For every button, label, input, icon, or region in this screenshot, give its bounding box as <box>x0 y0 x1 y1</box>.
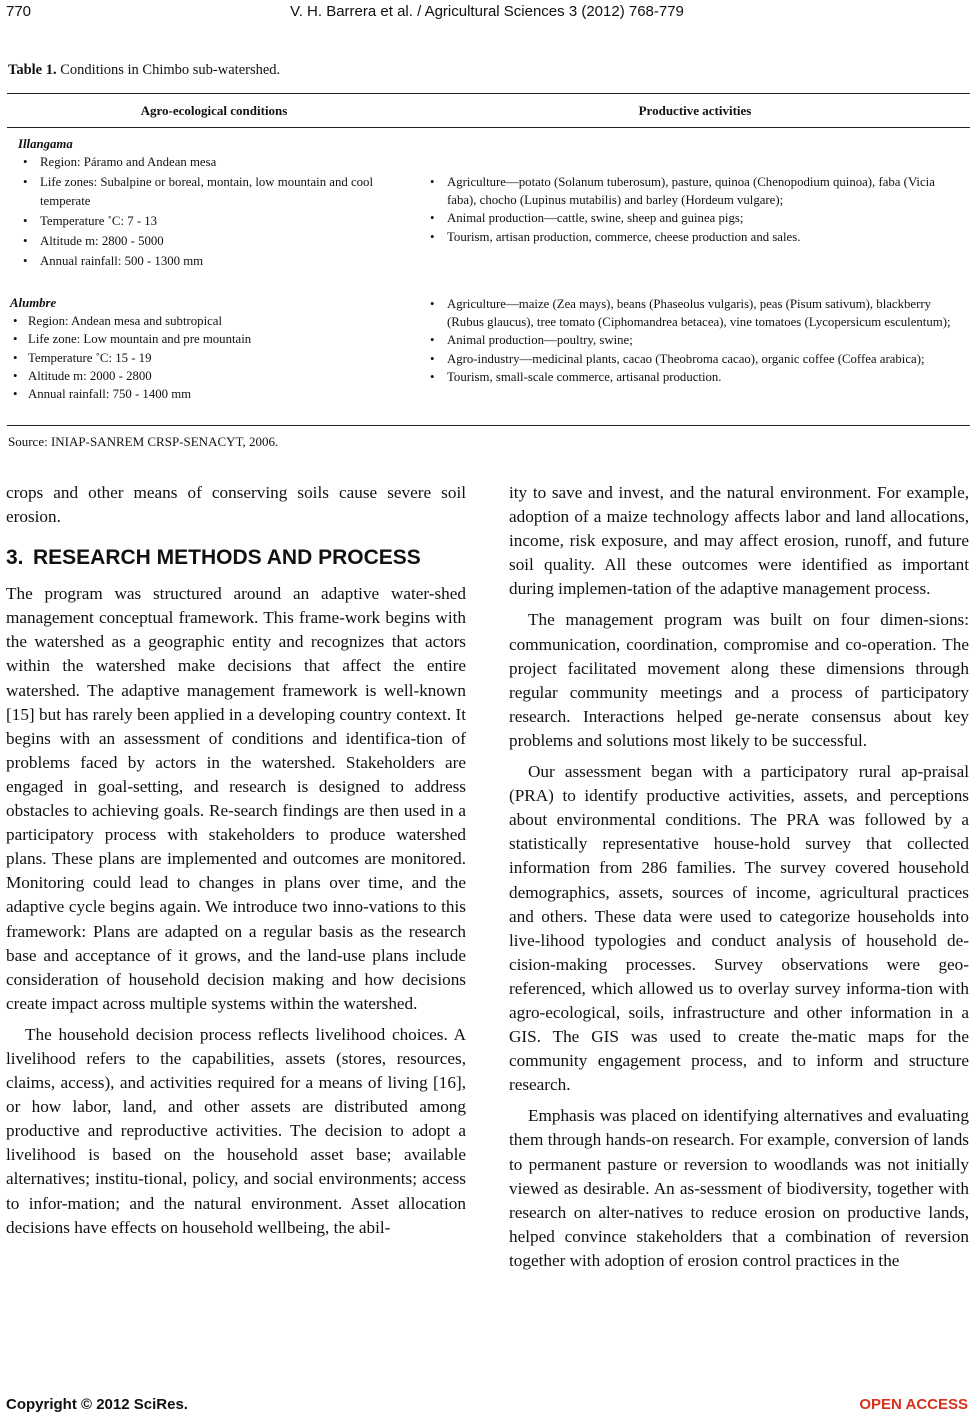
paragraph: Emphasis was placed on identifying alternatives and evaluating them through hands-on research. For example, conversion of lands to permanent pasture or reversion to woodlands was not initially viewed as desirable. An as-sessment of biodiversity, together with research on alter-natives to reduce erosion on productive lands, helped convince stakeholders that a combination of reversion together with adoption of erosion control practices in the <box>509 1106 969 1270</box>
condition-item: • Region: Andean mesa and subtropical <box>10 312 390 330</box>
running-head: V. H. Barrera et al. / Agricultural Sciences 3 (2012) 768-779 <box>290 3 684 20</box>
copyright-notice: Copyright © 2012 SciRes. <box>6 1396 188 1413</box>
activity-item: • Tourism, small-scale commerce, artisanal production. <box>425 368 955 386</box>
row-illangama-conditions <box>18 135 388 272</box>
condition-item: • Temperature ˚C: 15 - 19 <box>10 349 390 367</box>
section-heading <box>6 546 466 570</box>
activity-item: • Animal production—cattle, swine, sheep and guinea pigs; <box>425 209 955 227</box>
condition-item: • Altitude m: 2800 - 5000 <box>18 232 388 250</box>
site-name: Illangama <box>18 137 73 151</box>
section-title: RESEARCH METHODS AND PROCESS <box>33 546 421 570</box>
condition-item: • Region: Páramo and Andean mesa <box>18 153 388 171</box>
paragraph: ity to save and invest, and the natural environment. For example, adoption of a maize technology affects labor and land allocations, income, risk exposure, and may affect erosion, runoff, and future soil quality. All these outcomes were identified as important during implemen-tation of the adaptive management process. <box>509 483 969 599</box>
activity-item: • Tourism, artisan production, commerce, cheese production and sales. <box>425 228 955 246</box>
row-alumbre-activities <box>425 295 955 386</box>
condition-item: • Annual rainfall: 750 - 1400 mm <box>10 385 390 403</box>
table-header-rule <box>7 127 970 128</box>
condition-item: • Altitude m: 2000 - 2800 <box>10 367 390 385</box>
col-header-activities: Productive activities <box>638 103 752 118</box>
table-source: Source: INIAP-SANREM CRSP-SENACYT, 2006. <box>8 434 279 449</box>
table-caption <box>8 62 280 79</box>
condition-item: • Life zone: Low mountain and pre mountain <box>10 330 390 348</box>
table-caption-label: Table 1. <box>8 62 57 78</box>
table-caption-text: Conditions in Chimbo sub-watershed. <box>56 62 281 78</box>
activity-item: • Agriculture—maize (Zea mays), beans (Phaseolus vulgaris), peas (Pisum sativum), blackberry (Rubus glaucus), tree tomato (Ciphomandrea betacea), vine tomatoes (Lycopersicum esculentum); <box>425 295 955 331</box>
activity-item: • Animal production—poultry, swine; <box>425 331 955 349</box>
page-number: 770 <box>6 3 32 20</box>
paragraph: crops and other means of conserving soils cause severe soil erosion. <box>6 483 466 527</box>
condition-item: • Temperature ˚C: 7 - 13 <box>18 212 388 230</box>
condition-item: • Annual rainfall: 500 - 1300 mm <box>18 252 388 270</box>
row-alumbre-conditions <box>10 294 390 403</box>
col-header-conditions: Agro-ecological conditions <box>140 103 288 118</box>
paragraph: The household decision process reflects livelihood choices. A livelihood refers to the capabilities, assets (stores, resources, claims, access), and activities required for a means of living [16], or how labor, land, and other assets are distributed among productive and reproductive activities. The decision to adopt a livelihood is based on the household asset base; available alternatives; institu-tional, policy, and social environments; access to infor-mation; and the natural environment. Asset allocation decisions have effects on household wellbeing, the abil- <box>6 1024 466 1237</box>
activity-item: • Agro-industry—medicinal plants, cacao (Theobroma cacao), organic coffee (Coffea arabica); <box>425 350 955 368</box>
paragraph: The program was structured around an adaptive water-shed management conceptual framework. This frame-work begins with the watershed as a geographic entity and recognizes that actors within the watershed make decisions that affect the entire watershed. The adaptive management framework is well-known [15] but has rarely been applied in a developing country context. It begins with an assessment of conditions and identifica-tion of problems faced by actors in the watershed. Stakeholders are engaged in goal-setting, and research is designed to address obstacles to achieving goals. Re-search findings are then used in a participatory process with stakeholders to produce watershed plans. These plans are implemented and outcomes are monitored. Monitoring could lead to changes in plans over time, and the adaptive cycle begins again. We introduce two inno-vations to this framework: Plans are adapted on a regular basis as the research base and acceptance of it grows, and the land-use plans include consideration of household decision making and how decisions create impact across multiple systems within the watershed. <box>6 584 466 1013</box>
table-bottom-rule <box>7 425 970 426</box>
section-number: 3. <box>6 546 24 570</box>
table-top-rule <box>7 93 970 94</box>
row-illangama-activities <box>425 173 955 246</box>
right-column <box>509 481 969 1273</box>
paragraph: Our assessment began with a participatory rural ap-praisal (PRA) to identify productive activities, assets, and perceptions about environmental conditions. The PRA was followed by a statistically representative house-hold survey that collected information from 286 families. The survey covered household demographics, assets, sources of income, agricultural practices and others. These data were used to categorize households into live-lihood typologies and conduct analysis of household de-cision-making processes. Survey observations were geo-referenced, which allowed us to overlay survey informa-tion with agro-ecological, soils, infrastructure and other information in a GIS. The GIS was used to create the-matic maps for the community engagement process, and to inform and structure research. <box>509 762 969 1095</box>
left-column <box>6 481 466 1240</box>
activity-item: • Agriculture—potato (Solanum tuberosum), pasture, quinoa (Chenopodium quinoa), faba (Vicia faba), chocho (Lupinus mutabilis) and barley (Hordeum vulgare); <box>425 173 955 209</box>
paragraph: The management program was built on four dimen-sions: communication, coordination, compromise and co-operation. The project facilitated movement along these dimensions through regular community meetings and a process of participatory research. Interactions helped ge-nerate consensus about key problems and solutions most likely to be successful. <box>509 610 969 750</box>
site-name: Alumbre <box>10 296 57 310</box>
open-access-label: OPEN ACCESS <box>859 1396 968 1413</box>
condition-item: • Life zones: Subalpine or boreal, montain, low mountain and cool temperate <box>18 173 388 209</box>
